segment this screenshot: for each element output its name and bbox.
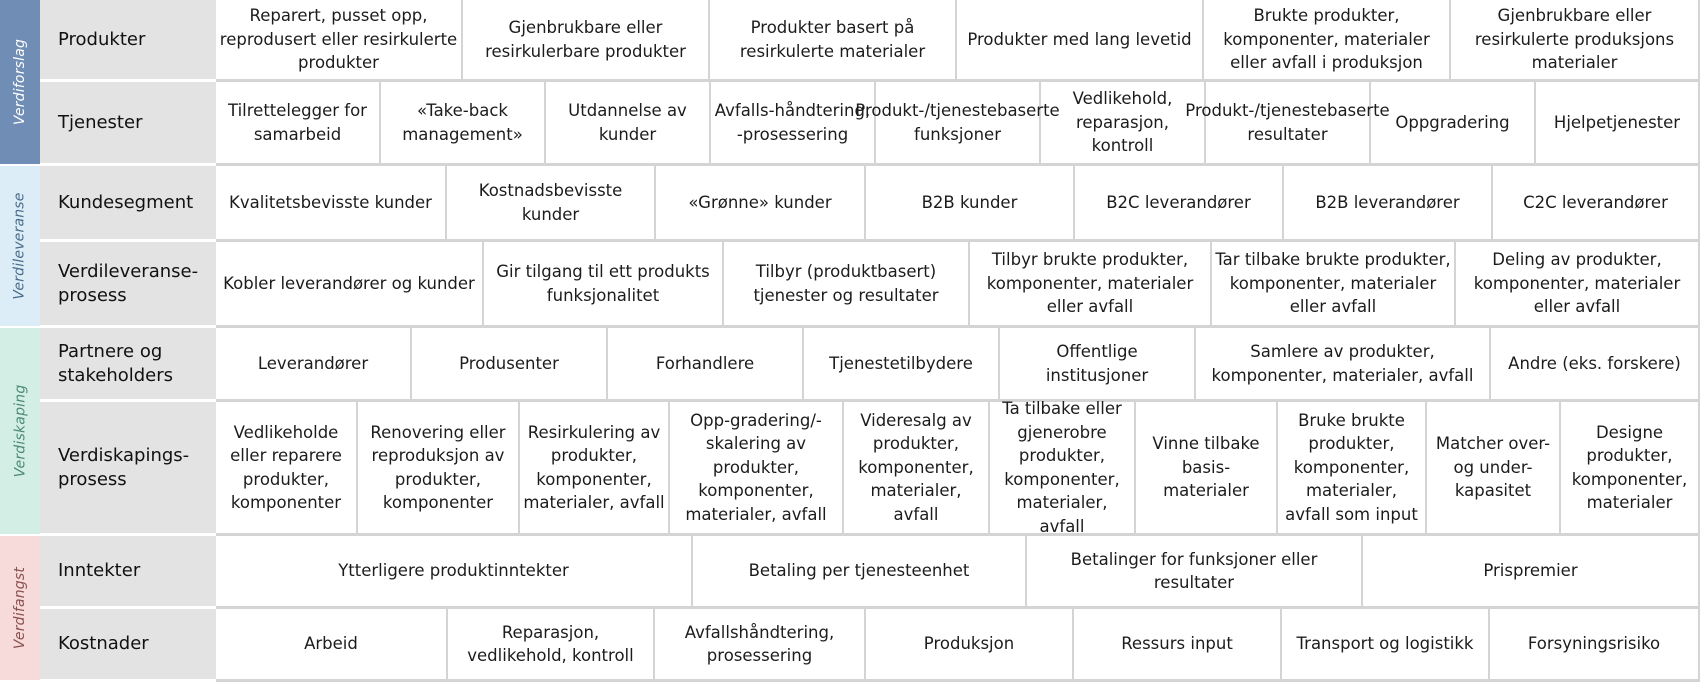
diagram-cell: Avfallshåndtering, prosessering [655, 609, 866, 682]
diagram-cell: Produksjon [866, 609, 1074, 682]
diagram-cell: Forsyningsrisiko [1490, 609, 1700, 682]
diagram-cell: Kostnadsbevisste kunder [447, 166, 656, 242]
diagram-cell: Ytterligere produktinntekter [216, 536, 693, 609]
category-verdileveranse [0, 166, 41, 326]
diagram-cell: Tilbyr brukte produkter, komponenter, materialer eller avfall [970, 242, 1212, 328]
diagram-cell: Utdannelse av kunder [546, 82, 711, 166]
diagram-cell: Hjelpetjenester [1536, 82, 1700, 166]
diagram-cell: Prispremier [1363, 536, 1700, 609]
diagram-cell: B2C leverandører [1075, 166, 1284, 242]
diagram-cell: Resirkulering av produkter, komponenter, materialer, avfall [520, 402, 670, 536]
diagram-cell: Vedlikehold, reparasjon, kontroll [1041, 82, 1206, 166]
diagram-cell: Betaling per tjenesteenhet [693, 536, 1027, 609]
diagram-cell: Produkter med lang levetid [957, 0, 1204, 82]
diagram-cell: Designe produkter, komponenter, materialer [1561, 402, 1700, 536]
diagram-cell: Reparasjon, vedlikehold, kontroll [448, 609, 655, 682]
diagram-cell: Produsenter [412, 328, 608, 402]
row-label: Tjenester [40, 82, 216, 166]
diagram-cell: Deling av produkter, komponenter, materialer eller avfall [1456, 242, 1700, 328]
row-label: Inntekter [40, 536, 216, 609]
diagram-cell: Produkter basert på resirkulerte materialer [710, 0, 957, 82]
diagram-cell: Transport og logistikk [1282, 609, 1490, 682]
category-verdifangst [0, 536, 41, 680]
row-label: Produkter [40, 0, 216, 82]
diagram-cell: Samlere av produkter, komponenter, materialer, avfall [1196, 328, 1491, 402]
diagram-cell: Forhandlere [608, 328, 804, 402]
category-label: Verdiskaping [12, 384, 29, 478]
diagram-cell: Tilbyr (produktbasert) tjenester og resultater [724, 242, 970, 328]
diagram-cell: Vedlikeholde eller reparere produkter, komponenter [216, 402, 358, 536]
diagram-cell: Gjenbrukbare eller resirkulerte produksjons materialer [1451, 0, 1700, 82]
diagram-cell: Matcher over- og under-kapasitet [1427, 402, 1561, 536]
category-label: Verdiforslag [12, 38, 29, 126]
row-label: Kostnader [40, 609, 216, 682]
diagram-cell: Tjenestetilbydere [804, 328, 1000, 402]
diagram-cell: Opp-gradering/-skalering av produkter, komponenter, materialer, avfall [670, 402, 844, 536]
diagram-cell: Renovering eller reproduksjon av produkter, komponenter [358, 402, 520, 536]
category-label: Verdileveranse [12, 192, 29, 300]
diagram-cell: Videresalg av produkter, komponenter, materialer, avfall [844, 402, 990, 536]
category-verdiforslag [0, 0, 41, 164]
diagram-cell: B2B kunder [866, 166, 1075, 242]
diagram-cell: Vinne tilbake basis-materialer [1136, 402, 1278, 536]
diagram-cell: Arbeid [216, 609, 448, 682]
diagram-cell: Brukte produkter, komponenter, materialer eller avfall i produksjon [1204, 0, 1451, 82]
row-label: Kundesegment [40, 166, 216, 242]
diagram-cell: «Grønne» kunder [656, 166, 866, 242]
row-label: Verdileveranse-prosess [40, 242, 216, 328]
diagram-cell: Reparert, pusset opp, reprodusert eller resirkulerte produkter [216, 0, 463, 82]
diagram-cell: Kvalitetsbevisste kunder [216, 166, 447, 242]
diagram-cell: «Take-back management» [381, 82, 546, 166]
diagram-cell: Ressurs input [1074, 609, 1282, 682]
diagram-cell: Kobler leverandører og kunder [216, 242, 484, 328]
diagram-cell: Betalinger for funksjoner eller resultater [1027, 536, 1363, 609]
category-label: Verdifangst [12, 566, 28, 650]
diagram-cell: Tilrettelegger for samarbeid [216, 82, 381, 166]
diagram-cell: Bruke brukte produkter, komponenter, materialer, avfall som input [1278, 402, 1427, 536]
diagram-cell: Tar tilbake brukte produkter, komponenter, materialer eller avfall [1212, 242, 1456, 328]
diagram-cell: Gjenbrukbare eller resirkulerbare produkter [463, 0, 710, 82]
diagram-cell: Ta tilbake eller gjenerobre produkter, komponenter, materialer, avfall [990, 402, 1136, 536]
diagram-cell: B2B leverandører [1284, 166, 1493, 242]
category-verdiskaping [0, 328, 41, 534]
diagram-cell: Gir tilgang til ett produkts funksjonalitet [484, 242, 724, 328]
diagram-cell: Oppgradering [1371, 82, 1536, 166]
row-label: Verdiskapings-prosess [40, 402, 216, 536]
diagram-cell: Offentlige institusjoner [1000, 328, 1196, 402]
diagram-cell: Andre (eks. forskere) [1491, 328, 1700, 402]
row-label: Partnere og stakeholders [40, 328, 216, 402]
diagram-cell: Produkt-/tjenestebaserte resultater [1206, 82, 1371, 166]
diagram-cell: Produkt-/tjenestebaserte funksjoner [876, 82, 1041, 166]
diagram-cell: Avfalls-håndtering, -prosessering [711, 82, 876, 166]
diagram-cell: C2C leverandører [1493, 166, 1700, 242]
diagram-cell: Leverandører [216, 328, 412, 402]
